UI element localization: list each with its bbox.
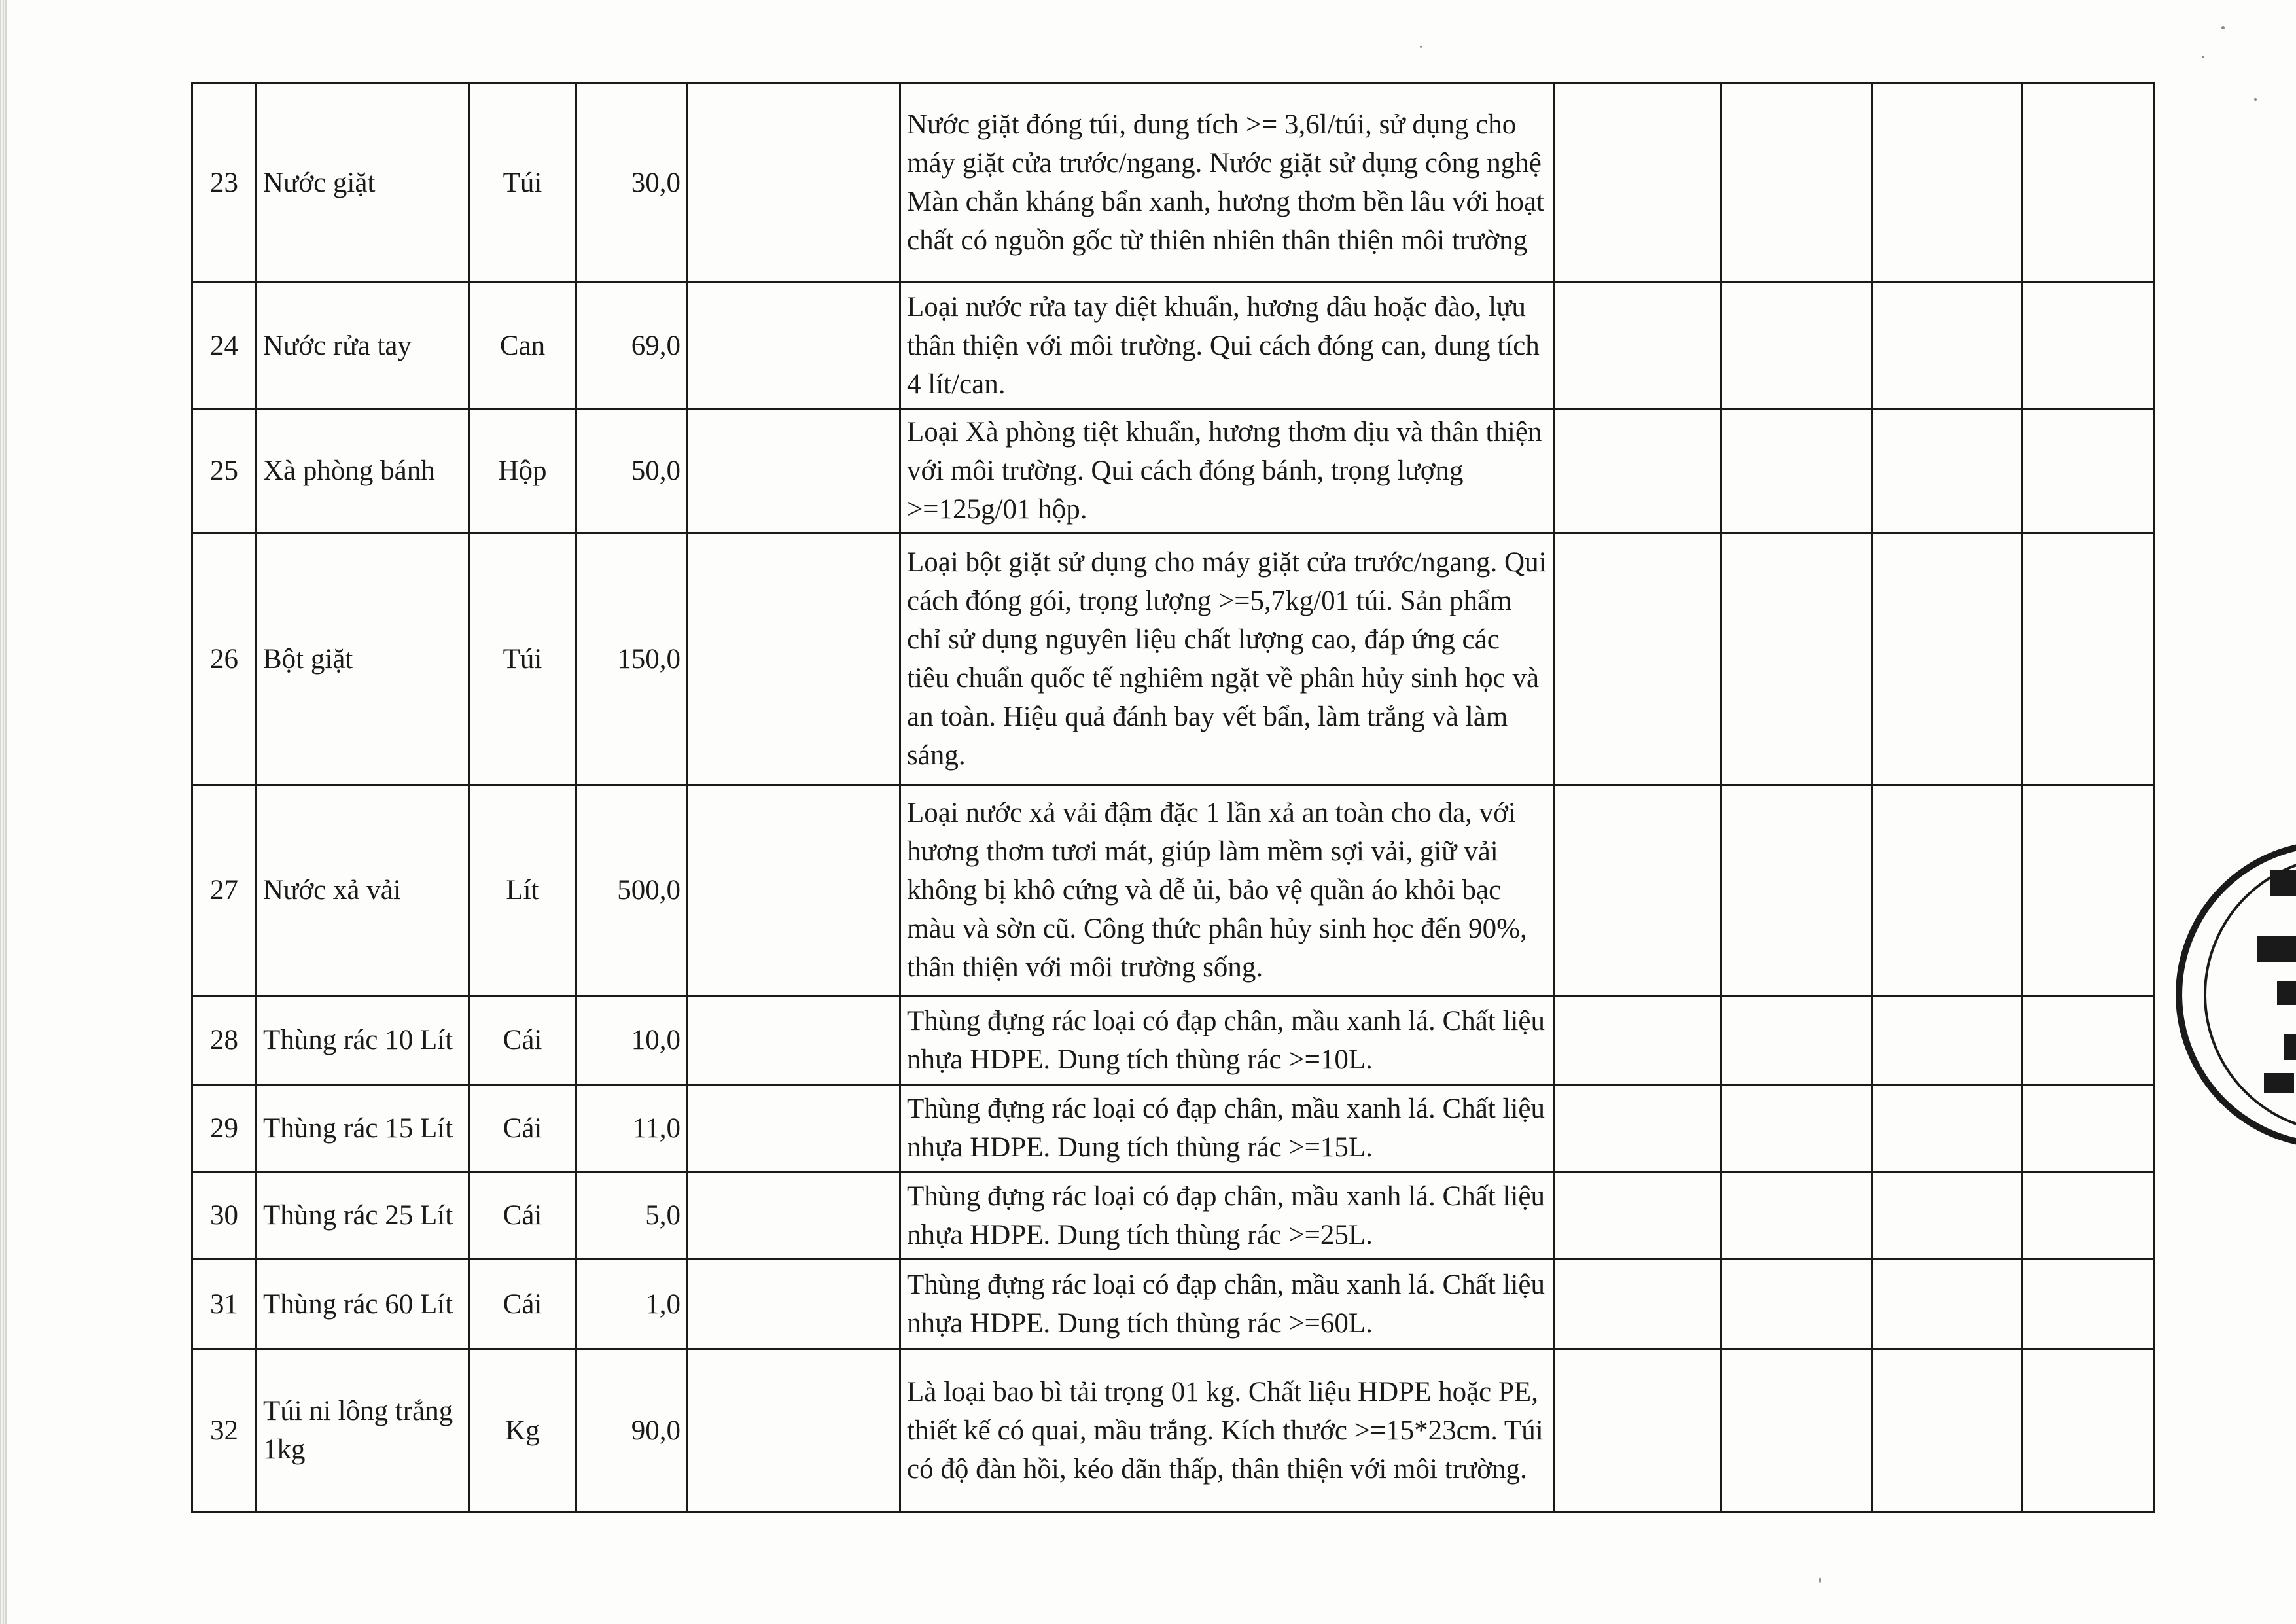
description-cell: Thùng đựng rác loại có đạp chân, mầu xanh lá. Chất liệu nhựa HDPE. Dung tích thùng rác >=10L. (900, 996, 1555, 1085)
empty-cell (1872, 785, 2022, 996)
empty-cell (688, 83, 900, 283)
empty-cell (688, 283, 900, 409)
table-body (192, 83, 2154, 1512)
unit-cell: Hộp (469, 409, 576, 533)
item-name-cell: Nước giặt (256, 83, 469, 283)
empty-cell (1872, 1172, 2022, 1260)
empty-cell (2022, 283, 2154, 409)
empty-cell (1555, 996, 1722, 1085)
empty-cell (1872, 1349, 2022, 1512)
scan-edge-shadow (0, 0, 7, 1624)
empty-cell (1722, 785, 1872, 996)
empty-cell (2022, 83, 2154, 283)
description-cell: Thùng đựng rác loại có đạp chân, mầu xanh lá. Chất liệu nhựa HDPE. Dung tích thùng rác >=25L. (900, 1172, 1555, 1260)
unit-cell: Cái (469, 1085, 576, 1172)
item-name-cell: Nước rửa tay (256, 283, 469, 409)
table-row (192, 785, 2154, 996)
description-cell: Loại nước xả vải đậm đặc 1 lần xả an toàn cho da, với hương thơm tươi mát, giúp làm mềm sợi vải, giữ vải không bị khô cứng và dễ ủi, bảo vệ quần áo khỏi bạc màu và sờn cũ. Công thức phân hủy sinh học đến 90%, thân thiện với môi trường sống. (900, 785, 1555, 996)
quantity-cell: 10,0 (576, 996, 688, 1085)
empty-cell (2022, 996, 2154, 1085)
item-name-cell: Túi ni lông trắng 1kg (256, 1349, 469, 1512)
empty-cell (688, 1260, 900, 1349)
row-number-cell: 32 (192, 1349, 256, 1512)
table-row (192, 1172, 2154, 1260)
quantity-cell: 90,0 (576, 1349, 688, 1512)
empty-cell (1555, 1349, 1722, 1512)
table-row (192, 83, 2154, 283)
empty-cell (2022, 1085, 2154, 1172)
row-number-cell: 25 (192, 409, 256, 533)
item-name-cell: Thùng rác 10 Lít (256, 996, 469, 1085)
empty-cell (1722, 1085, 1872, 1172)
unit-cell: Lít (469, 785, 576, 996)
product-spec-table (191, 82, 2155, 1513)
row-number-cell: 31 (192, 1260, 256, 1349)
empty-cell (688, 409, 900, 533)
empty-cell (1555, 533, 1722, 785)
unit-cell: Túi (469, 83, 576, 283)
scan-speck (2221, 26, 2225, 29)
empty-cell (2022, 1172, 2154, 1260)
table-row (192, 996, 2154, 1085)
empty-cell (1555, 1260, 1722, 1349)
table-row (192, 1260, 2154, 1349)
quantity-cell: 150,0 (576, 533, 688, 785)
red-seal-stamp-partial (2251, 844, 2296, 1145)
row-number-cell: 28 (192, 996, 256, 1085)
unit-cell: Cái (469, 1172, 576, 1260)
empty-cell (1872, 1260, 2022, 1349)
empty-cell (1722, 83, 1872, 283)
row-number-cell: 27 (192, 785, 256, 996)
description-cell: Nước giặt đóng túi, dung tích >= 3,6l/túi, sử dụng cho máy giặt cửa trước/ngang. Nước giặt sử dụng công nghệ Màn chắn kháng bẩn xanh, hương thơm bền lâu với hoạt chất có nguồn gốc từ thiên nhiên thân thiện môi trường (900, 83, 1555, 283)
empty-cell (1722, 533, 1872, 785)
item-name-cell: Nước xả vải (256, 785, 469, 996)
description-cell: Thùng đựng rác loại có đạp chân, mầu xanh lá. Chất liệu nhựa HDPE. Dung tích thùng rác >=60L. (900, 1260, 1555, 1349)
quantity-cell: 1,0 (576, 1260, 688, 1349)
description-cell: Loại Xà phòng tiệt khuẩn, hương thơm dịu và thân thiện với môi trường. Qui cách đóng bánh, trọng lượng >=125g/01 hộp. (900, 409, 1555, 533)
quantity-cell: 69,0 (576, 283, 688, 409)
row-number-cell: 30 (192, 1172, 256, 1260)
table-row (192, 533, 2154, 785)
item-name-cell: Thùng rác 15 Lít (256, 1085, 469, 1172)
quantity-cell: 11,0 (576, 1085, 688, 1172)
unit-cell: Cái (469, 996, 576, 1085)
empty-cell (1555, 283, 1722, 409)
empty-cell (1872, 996, 2022, 1085)
empty-cell (1872, 409, 2022, 533)
empty-cell (1555, 1085, 1722, 1172)
item-name-cell: Bột giặt (256, 533, 469, 785)
description-cell: Thùng đựng rác loại có đạp chân, mầu xanh lá. Chất liệu nhựa HDPE. Dung tích thùng rác >=15L. (900, 1085, 1555, 1172)
empty-cell (688, 1085, 900, 1172)
empty-cell (1722, 1172, 1872, 1260)
scan-speck (2254, 98, 2257, 101)
empty-cell (688, 996, 900, 1085)
scan-speck (1819, 1577, 1821, 1583)
table-row (192, 1349, 2154, 1512)
unit-cell: Can (469, 283, 576, 409)
empty-cell (688, 533, 900, 785)
empty-cell (1872, 533, 2022, 785)
empty-cell (1722, 1260, 1872, 1349)
row-number-cell: 23 (192, 83, 256, 283)
quantity-cell: 30,0 (576, 83, 688, 283)
empty-cell (1555, 1172, 1722, 1260)
empty-cell (1872, 1085, 2022, 1172)
empty-cell (2022, 533, 2154, 785)
empty-cell (1722, 996, 1872, 1085)
empty-cell (1872, 83, 2022, 283)
empty-cell (1872, 283, 2022, 409)
scan-speck (1420, 46, 1422, 48)
empty-cell (1555, 409, 1722, 533)
item-name-cell: Thùng rác 60 Lít (256, 1260, 469, 1349)
empty-cell (688, 1172, 900, 1260)
row-number-cell: 29 (192, 1085, 256, 1172)
quantity-cell: 500,0 (576, 785, 688, 996)
empty-cell (1555, 785, 1722, 996)
empty-cell (2022, 785, 2154, 996)
quantity-cell: 50,0 (576, 409, 688, 533)
description-cell: Loại bột giặt sử dụng cho máy giặt cửa trước/ngang. Qui cách đóng gói, trọng lượng >=5,7kg/01 túi. Sản phẩm chỉ sử dụng nguyên liệu chất lượng cao, đáp ứng các tiêu chuẩn quốc tế nghiêm ngặt về phân hủy sinh học và an toàn. Hiệu quả đánh bay vết bẩn, làm trắng và làm sáng. (900, 533, 1555, 785)
unit-cell: Túi (469, 533, 576, 785)
empty-cell (2022, 1349, 2154, 1512)
unit-cell: Cái (469, 1260, 576, 1349)
empty-cell (1722, 283, 1872, 409)
empty-cell (1555, 83, 1722, 283)
table-row (192, 409, 2154, 533)
row-number-cell: 24 (192, 283, 256, 409)
quantity-cell: 5,0 (576, 1172, 688, 1260)
description-cell: Là loại bao bì tải trọng 01 kg. Chất liệu HDPE hoặc PE, thiết kế có quai, mầu trắng. Kích thước >=15*23cm. Túi có độ đàn hồi, kéo dãn thấp, thân thiện với môi trường. (900, 1349, 1555, 1512)
row-number-cell: 26 (192, 533, 256, 785)
empty-cell (1722, 409, 1872, 533)
item-name-cell: Thùng rác 25 Lít (256, 1172, 469, 1260)
table-row (192, 283, 2154, 409)
scan-speck (2202, 56, 2204, 58)
empty-cell (688, 1349, 900, 1512)
empty-cell (688, 785, 900, 996)
table-row (192, 1085, 2154, 1172)
empty-cell (1722, 1349, 1872, 1512)
item-name-cell: Xà phòng bánh (256, 409, 469, 533)
empty-cell (2022, 1260, 2154, 1349)
empty-cell (2022, 409, 2154, 533)
description-cell: Loại nước rửa tay diệt khuẩn, hương dâu hoặc đào, lựu thân thiện với môi trường. Qui cách đóng can, dung tích 4 lít/can. (900, 283, 1555, 409)
unit-cell: Kg (469, 1349, 576, 1512)
